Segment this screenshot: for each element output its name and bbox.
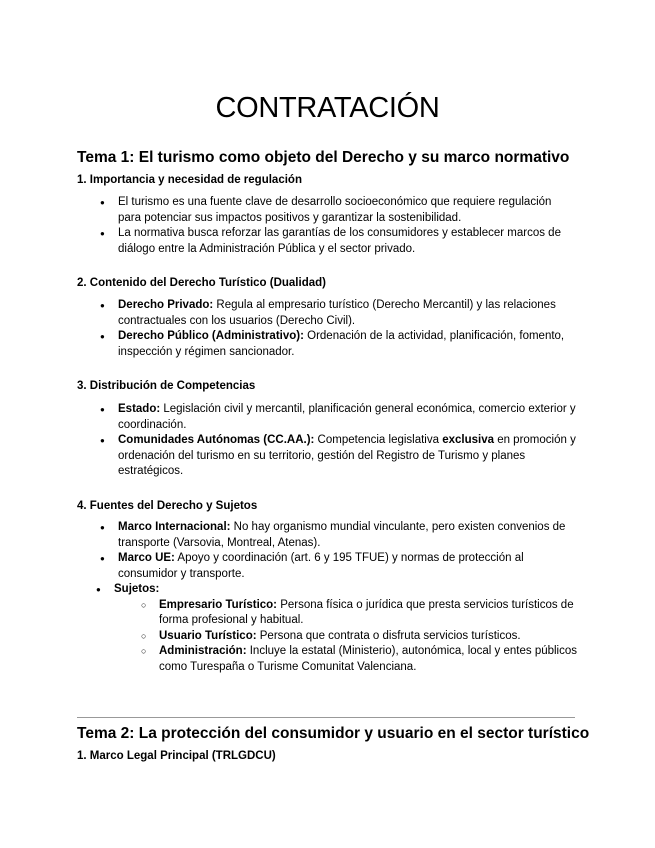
- section-2-heading: 2. Contenido del Derecho Turístico (Dualidad): [77, 277, 326, 289]
- sublist-item: [114, 644, 577, 675]
- item-label: Estado:: [118, 403, 161, 415]
- section-4-heading: 4. Fuentes del Derecho y Sujetos: [77, 500, 258, 512]
- tema-1-heading: Tema 1: El turismo como objeto del Derecho y su marco normativo: [77, 149, 570, 166]
- section-3-heading: 3. Distribución de Competencias: [77, 380, 256, 392]
- list-item-text: El turismo es una fuente clave de desarrollo socioeconómico que requiere regulación para potenciar sus impactos positivos y garantizar la sostenibilidad.: [118, 196, 552, 224]
- sujetos-sublist: [114, 598, 577, 676]
- item-label: Usuario Turístico:: [159, 629, 257, 642]
- list-item-text: Incluye la estatal (Ministerio), autonómica, local y entes públicos como Turespaña o Turisme Comunitat Valenciana.: [159, 645, 578, 673]
- item-label: Derecho Público (Administrativo):: [118, 330, 304, 342]
- list-item-text: Regula al empresario turístico (Derecho Mercantil) y las relaciones contractuales con los usuarios (Derecho Civil).: [118, 299, 556, 327]
- list-item: [77, 551, 577, 582]
- list-item: [77, 195, 577, 226]
- item-label: Marco UE:: [118, 552, 175, 564]
- tema-2-heading: Tema 2: La protección del consumidor y usuario en el sector turístico: [77, 725, 590, 742]
- list-item-text: No hay organismo mundial vinculante, pero existen convenios de transporte (Varsovia, Montreal, Atenas).: [118, 521, 566, 549]
- list-item: [77, 329, 577, 360]
- item-label: Administración:: [159, 645, 247, 657]
- item-label: Comunidades Autónomas (CC.AA.):: [118, 434, 315, 446]
- document-title: CONTRATACIÓN: [215, 92, 440, 124]
- list-item-text: Apoyo y coordinación (art. 6 y 195 TFUE) y normas de protección al consumidor y transporte.: [118, 552, 524, 580]
- list-item: [77, 298, 577, 329]
- emphasis-text: exclusiva: [442, 434, 494, 446]
- list-item-text: Competencia legislativa: [314, 434, 443, 446]
- list-item: [77, 433, 577, 480]
- list-item-text: La normativa busca reforzar las garantías de los consumidores y establecer marcos de diálogo entre la Administración Pública y el sector privado.: [118, 227, 561, 255]
- section-3-list: [77, 402, 577, 480]
- section-2-list: [77, 298, 577, 360]
- tema-2-section-1-heading: 1. Marco Legal Principal (TRLGDCU): [77, 750, 276, 762]
- list-item-sujetos: [77, 582, 577, 675]
- section-1-list: [77, 195, 577, 257]
- section-4-list: [77, 520, 577, 675]
- sublist-item: [114, 598, 577, 629]
- section-1-heading: 1. Importancia y necesidad de regulación: [77, 174, 302, 186]
- item-label: Empresario Turístico:: [159, 598, 278, 611]
- list-item-text: Persona física o jurídica que presta servicios turísticos de forma profesional y habitual.: [159, 598, 574, 626]
- list-item-text: en promoción y ordenación del turismo en su territorio, gestión del Registro de Turismo y planes estratégicos.: [118, 434, 576, 477]
- list-item: [77, 520, 577, 551]
- sublist-item: [114, 629, 577, 645]
- item-label: Derecho Privado:: [118, 299, 214, 311]
- list-item: [77, 402, 577, 433]
- item-label: Marco Internacional:: [118, 521, 231, 533]
- item-label: Sujetos:: [114, 583, 160, 595]
- list-item: [77, 226, 577, 257]
- horizontal-divider: [77, 717, 575, 718]
- list-item-text: Legislación civil y mercantil, planificación general económica, comercio exterior y coordinación.: [118, 403, 576, 431]
- list-item-text: Ordenación de la actividad, planificación, fomento, inspección y régimen sancionador.: [118, 330, 565, 358]
- list-item-text: Persona que contrata o disfruta servicios turísticos.: [256, 629, 521, 642]
